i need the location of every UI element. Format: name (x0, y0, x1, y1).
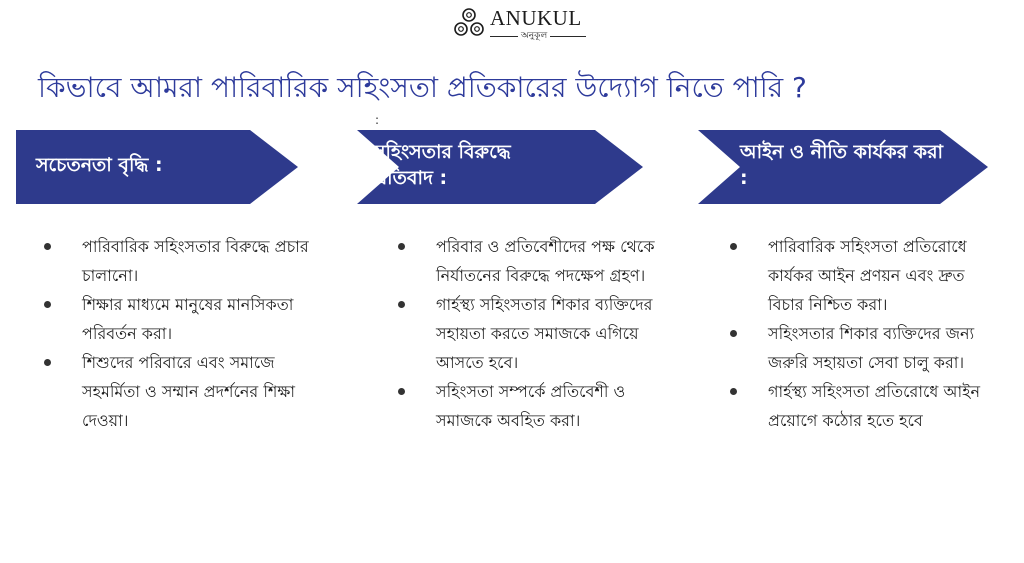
list-item: পরিবার ও প্রতিবেশীদের পক্ষ থেকে নির্যাতনের বিরুদ্ধে পদক্ষেপ গ্রহণ। (392, 232, 667, 290)
three-circles-logo-icon (452, 6, 486, 40)
banner-title: আইন ও নীতি কার্যকর করা : (740, 141, 944, 189)
logo-divider (550, 36, 586, 37)
banner-protest (357, 130, 643, 204)
list-item: শিশুদের পরিবারে এবং সমাজে সহমর্মিতা ও সম্মান প্রদর্শনের শিক্ষা দেওয়া। (38, 348, 328, 435)
logo (452, 6, 586, 41)
logo-subtitle: অনুকূল (521, 31, 548, 41)
list-item: শিক্ষার মাধ্যমে মানুষের মানসিকতা পরিবর্তন করা। (38, 290, 328, 348)
page-title: কিভাবে আমরা পারিবারিক সহিংসতা প্রতিকারের উদ্যোগ নিতে পারি ? (38, 71, 807, 104)
list-item: গার্হস্থ্য সহিংসতা প্রতিরোধে আইন প্রয়োগে কঠোর হতে হবে (724, 377, 994, 435)
list-item: পারিবারিক সহিংসতা প্রতিরোধে কার্যকর আইন প্রণয়ন এবং দ্রুত বিচার নিশ্চিত করা। (724, 232, 994, 319)
protest-list (392, 232, 667, 435)
banner-title: সহিংসতার বিরুদ্ধে প্রতিবাদ : (373, 141, 511, 189)
list-item: সহিংসতার শিকার ব্যক্তিদের জন্য জরুরি সহায়তা সেবা চালু করা। (724, 319, 994, 377)
law-policy-list (724, 232, 994, 435)
banner-law-policy (698, 130, 988, 204)
stray-mark: : (375, 113, 380, 127)
banner-title: সচেতনতা বৃদ্ধি : (36, 154, 163, 176)
list-item: গার্হস্থ্য সহিংসতার শিকার ব্যক্তিদের সহায়তা করতে সমাজকে এগিয়ে আসতে হবে। (392, 290, 667, 377)
banner-awareness (16, 130, 298, 204)
list-item: সহিংসতা সম্পর্কে প্রতিবেশী ও সমাজকে অবহিত করা। (392, 377, 667, 435)
logo-title: ANUKUL (490, 6, 582, 30)
awareness-list (38, 232, 328, 435)
list-item: পারিবারিক সহিংসতার বিরুদ্ধে প্রচার চালানো। (38, 232, 328, 290)
logo-divider (490, 36, 518, 37)
